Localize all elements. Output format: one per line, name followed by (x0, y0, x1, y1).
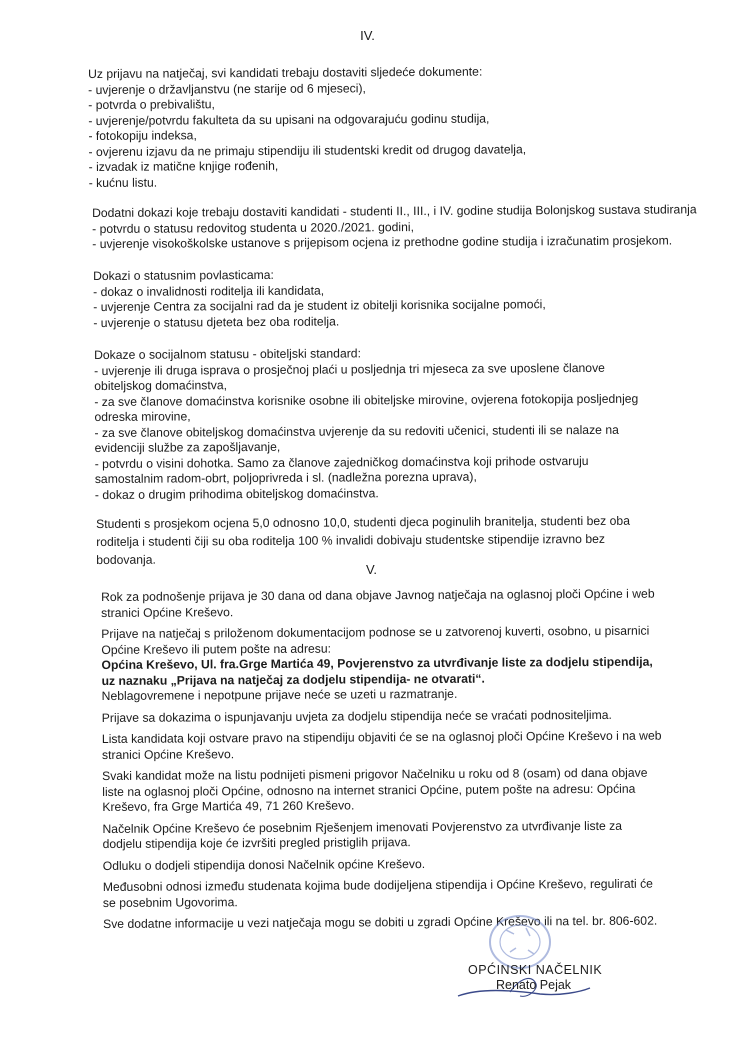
social-item: - potvrdu o visini dohotka. Samo za članove zajedničkog domaćinstva koji prihode ostvaruju samostalnim radom-obrt, poljoprivreda i sl. (nadležna porezna uprava), (94, 453, 589, 486)
additional-item: - uvjerenje visokoškolske ustanove s prijepisom ocjena iz prethodne godine studija i izračunatim prosjekom. (92, 233, 673, 251)
social-item: - za sve članove obiteljskog domaćinstva uvjerenje da su redoviti učenici, studenti ili se nalaze na evidenciji službe za zapošljavanje, (94, 422, 619, 455)
document-item: - uvjerenje/potvrdu fakulteta da su upisani na odgovarajuću godinu studija, (88, 111, 490, 128)
candidate-list-paragraph: Lista kandidata koji ostvare pravo na stipendiju objaviti će se na oglasnoj ploči Općine Kreševo i na web stranici Općine Kreševo. (101, 728, 662, 762)
document-item: - fotokopiju indeksa, (88, 128, 197, 143)
signature-name: Renato Pejak (496, 978, 572, 992)
social-item: - uvjerenje ili druga isprava o prosječnoj plaći u posljednja tri mjeseca za sve uposlene članove obiteljskog domaćinstva, (94, 360, 605, 393)
signature-block (468, 963, 668, 993)
documents-not-returned-paragraph: Prijave sa dokazima o ispunjavanju uvjeta za dodjelu stipendija neće se vraćati podnositeljima. (101, 707, 612, 725)
late-applications-text: Neblagovremene i nepotpune prijave neće se uzeti u razmatranje. (101, 686, 458, 703)
document-item: - kućnu listu. (88, 175, 158, 190)
social-status-block (94, 345, 655, 503)
deadline-paragraph: Rok za podnošenje prijava je 30 dana od dana objave Javnog natječaja na oglasnoj ploči Općine i web stranici Općine Kreševo. (101, 586, 655, 620)
social-item: - za sve članove domaćinstva korisnike osobne ili obiteljske mirovine, ovjerena fotokopija posljednjeg odreska mirovine, (94, 391, 639, 424)
additional-evidence-intro: Dodatni dokazi koje trebaju dostaviti kandidati - studenti II., III., i IV. godine studija Bolonjskog sustava studiranja (92, 202, 697, 220)
additional-evidence-block (92, 202, 697, 252)
committee-paragraph: Načelnik Općine Kreševo će posebnim Rješenjem imenovati Povjerenstvo za utvrđivanje liste za dodjelu stipendija koje će izvršiti pregled pristiglih prijava. (102, 818, 623, 851)
submission-paragraph (101, 624, 661, 705)
social-status-intro: Dokaze o socijalnom statusu - obiteljski standard: (94, 346, 361, 362)
section-iv-heading: IV. (360, 28, 375, 43)
decision-paragraph: Odluku o dodjeli stipendija donosi Načelnik općine Kreševo. (102, 856, 426, 873)
document-item: - izvadak iz matične knjige rođenih, (88, 158, 279, 174)
direct-scholarship-text: Studenti s prosjekom ocjena 5,0 odnosno 10,0, studenti djeca poginulih branitelja, studenti bez oba roditelja i studenti čiji su oba roditelja 100 % invalidi dobivaju studentske stipendije izravno bez bodovanja. (96, 513, 630, 567)
privileges-intro: Dokazi o statusnim povlasticama: (93, 267, 274, 283)
document-item: - uvjerenje o državljanstvu (ne starije od 6 mjeseci), (88, 80, 366, 97)
direct-scholarship-paragraph (96, 512, 656, 569)
privilege-item: - uvjerenje Centra za socijalni rad da je student iz obitelji korisnika socijalne pomoći, (93, 297, 546, 314)
required-documents-block (88, 63, 679, 191)
social-item: - dokaz o drugim prihodima obiteljskog domaćinstva. (94, 485, 379, 502)
privilege-item: - dokaz o invalidnosti roditelja ili kandidata, (93, 283, 325, 299)
document-item: - potvrda o prebivalištu, (88, 97, 215, 112)
submission-text: Prijave na natječaj s priloženom dokumentacijom podnose se u zatvorenoj kuverti, osobno, u pisarnici Općine Kreševo ili putem pošte na adresu: (101, 623, 650, 657)
section-v-block (101, 587, 663, 939)
privilege-item: - uvjerenje o statusu djeteta bez oba roditelja. (93, 313, 340, 330)
required-documents-intro: Uz prijavu na natječaj, svi kandidati trebaju dostaviti sljedeće dokumente: (88, 64, 483, 81)
additional-item: - potvrdu o statusu redovitog studenta u 2020./2021. godini, (92, 219, 415, 236)
document-item: - ovjerenu izjavu da ne primaju stipendiju ili studentski kredit od drugog davatelja, (88, 141, 527, 159)
contracts-paragraph: Međusobni odnosi između studenata kojima bude dodijeljena stipendija i Općine Kreševo, regulirati će se posebnim Ugovorima. (102, 876, 653, 910)
signature-title: OPĆINSKI NAČELNIK (468, 963, 603, 977)
privileges-block (93, 265, 673, 331)
submission-address: Općina Kreševo, Ul. fra.Grge Martića 49, Povjerenstvo za utvrđivanje liste za dodjelu stipendija, uz naznaku „Prijava na natječaj za dodjelu stipendija- ne otvarati“. (101, 654, 653, 688)
section-v-heading: V. (365, 562, 378, 577)
objection-paragraph: Svaki kandidat može na listu podnijeti pismeni prigovor Načelniku u roku od 8 (osam) od dana objave liste na oglasnoj ploči Općine, odnosno na internet stranici Općine, putem pošte na adresu: Općina Kreševo, fra Grge Martića 49, 71 260 Kreševo. (102, 765, 648, 814)
contact-info-paragraph: Sve dodatne informacije u vezi natječaja mogu se dobiti u zgradi Općine Kreševo ili na tel. br. 806-602. (102, 913, 658, 931)
